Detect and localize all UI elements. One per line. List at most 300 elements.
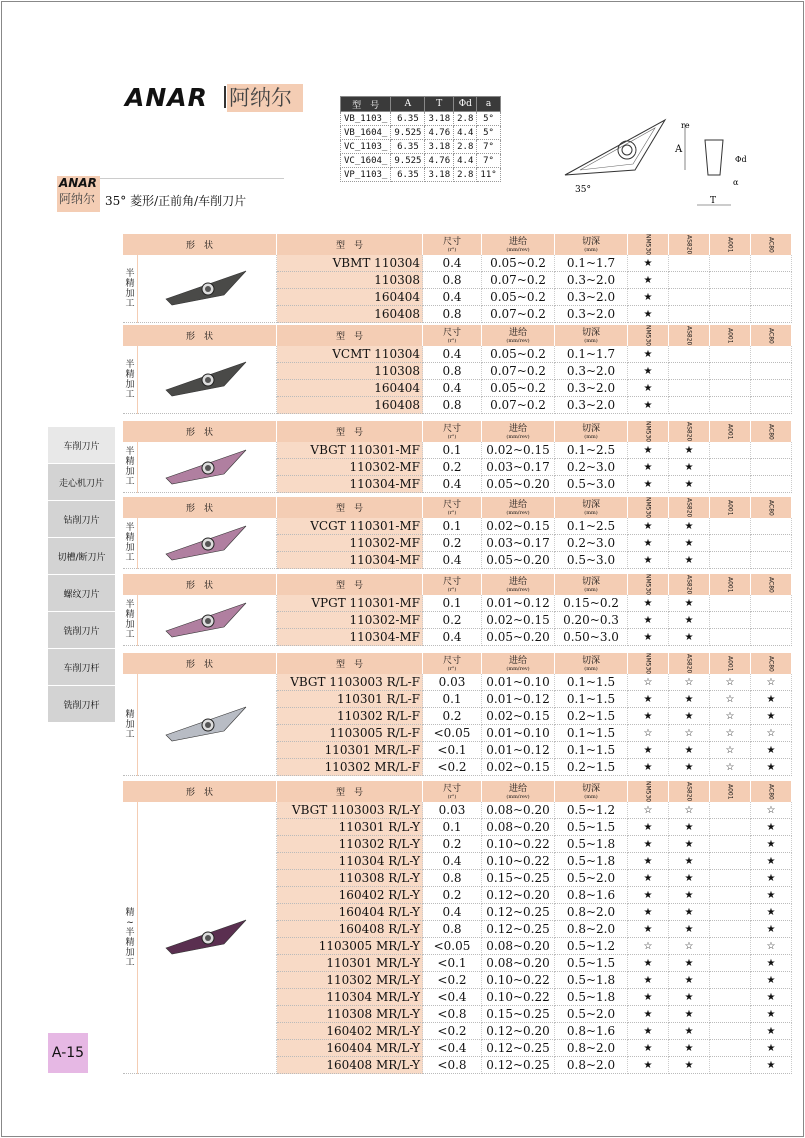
col-grade: A001 xyxy=(710,574,751,595)
feed-range: 0.08~0.20 xyxy=(482,819,555,836)
depth-range: 0.50~3.0 xyxy=(555,629,628,646)
nav-item[interactable]: 切槽/断刀片 xyxy=(48,538,115,575)
corner-radius: 0.4 xyxy=(423,853,482,870)
col-depth-label: 切深 xyxy=(581,576,600,587)
grade-mark: ★ xyxy=(751,759,792,776)
spec-cell: 3.18 xyxy=(425,112,454,126)
col-grade: NM530 xyxy=(628,574,669,595)
grade-mark: ★ xyxy=(628,1040,669,1057)
model-code: 110308 xyxy=(277,272,423,289)
col-size-unit: (r°) xyxy=(447,586,457,593)
grade-mark: ★ xyxy=(628,380,669,397)
logo-separator xyxy=(224,86,226,108)
corner-radius: 0.4 xyxy=(423,380,482,397)
insert-image xyxy=(162,553,252,567)
spec-row xyxy=(341,154,501,168)
col-depth xyxy=(555,325,628,346)
model-code: 110301 MR/L-F xyxy=(277,742,423,759)
corner-radius: <0.05 xyxy=(423,938,482,955)
side-brand-logo: ANAR xyxy=(59,176,97,190)
table-row xyxy=(123,595,792,612)
grade-mark: ★ xyxy=(751,1006,792,1023)
feed-range: 0.01~0.12 xyxy=(482,691,555,708)
grade-mark: ★ xyxy=(628,255,669,272)
feed-range: 0.05~0.20 xyxy=(482,552,555,569)
grade-mark xyxy=(710,442,751,459)
grade-mark: ★ xyxy=(628,870,669,887)
grade-mark: ★ xyxy=(669,595,710,612)
grade-mark xyxy=(710,459,751,476)
grade-mark: ★ xyxy=(628,306,669,323)
corner-radius: <0.2 xyxy=(423,972,482,989)
spec-row xyxy=(341,168,501,182)
col-grade: NM530 xyxy=(628,781,669,802)
col-grade: AC80 xyxy=(751,781,792,802)
col-feed-label: 进给 xyxy=(508,499,527,510)
page-number: A-15 xyxy=(48,1033,88,1073)
grade-mark: ★ xyxy=(628,595,669,612)
grade-mark: ★ xyxy=(669,691,710,708)
nav-item[interactable]: 钻削刀片 xyxy=(48,501,115,538)
grade-mark: ★ xyxy=(669,459,710,476)
col-feed-label: 进给 xyxy=(508,655,527,666)
table-row xyxy=(123,442,792,459)
feed-range: 0.08~0.20 xyxy=(482,938,555,955)
grade-mark: ★ xyxy=(751,742,792,759)
grade-mark: ☆ xyxy=(710,674,751,691)
model-code: VPGT 110301-MF xyxy=(277,595,423,612)
diag-re: re xyxy=(681,121,690,130)
col-depth-label: 切深 xyxy=(581,423,600,434)
grade-mark: ★ xyxy=(751,870,792,887)
depth-range: 0.3~2.0 xyxy=(555,380,628,397)
col-depth-unit: (mm) xyxy=(584,793,598,800)
feed-range: 0.10~0.22 xyxy=(482,836,555,853)
depth-range: 0.5~3.0 xyxy=(555,476,628,493)
col-feed-label: 进给 xyxy=(508,327,527,338)
col-shape: 形 状 xyxy=(123,325,277,346)
feed-range: 0.02~0.15 xyxy=(482,759,555,776)
category-label: 半精加工 xyxy=(123,255,138,323)
col-feed xyxy=(482,574,555,595)
feed-range: 0.12~0.25 xyxy=(482,904,555,921)
nav-item[interactable]: 铣削刀杆 xyxy=(48,686,115,723)
grade-mark: ★ xyxy=(669,819,710,836)
depth-range: 0.1~2.5 xyxy=(555,442,628,459)
category-label: 半精加工 xyxy=(123,595,138,646)
col-size-label: 尺寸 xyxy=(442,655,461,666)
grade-mark: ★ xyxy=(669,904,710,921)
grade-mark: ☆ xyxy=(710,759,751,776)
col-depth-label: 切深 xyxy=(581,655,600,666)
grade-mark: ★ xyxy=(628,535,669,552)
grade-mark: ☆ xyxy=(628,674,669,691)
grade-mark xyxy=(751,535,792,552)
spec-cell: 3.18 xyxy=(425,140,454,154)
col-depth-unit: (mm) xyxy=(584,665,598,672)
grade-mark xyxy=(751,518,792,535)
depth-range: 0.8~1.6 xyxy=(555,887,628,904)
col-depth xyxy=(555,653,628,674)
depth-range: 0.1~1.5 xyxy=(555,674,628,691)
col-size-label: 尺寸 xyxy=(442,576,461,587)
grade-mark xyxy=(751,363,792,380)
model-code: 110302 MR/L-F xyxy=(277,759,423,776)
spec-cell: VB_1604_ xyxy=(341,126,391,140)
grade-mark xyxy=(710,1057,751,1074)
model-code: 160404 MR/L-Y xyxy=(277,1040,423,1057)
col-grade: AS820 xyxy=(669,653,710,674)
col-model: 型 号 xyxy=(277,653,423,674)
depth-range: 0.5~1.8 xyxy=(555,989,628,1006)
grade-mark: ★ xyxy=(628,836,669,853)
nav-item[interactable]: 铣削刀片 xyxy=(48,612,115,649)
feed-range: 0.12~0.20 xyxy=(482,887,555,904)
grade-mark: ★ xyxy=(751,887,792,904)
diag-angle: 35° xyxy=(575,185,591,195)
corner-radius: 0.4 xyxy=(423,255,482,272)
col-grade: NM530 xyxy=(628,421,669,442)
grade-mark xyxy=(751,595,792,612)
grade-mark xyxy=(710,363,751,380)
col-grade: NM530 xyxy=(628,234,669,255)
col-model: 型 号 xyxy=(277,497,423,518)
grade-mark xyxy=(710,989,751,1006)
grade-mark: ☆ xyxy=(710,725,751,742)
grade-mark: ★ xyxy=(669,1023,710,1040)
insert-cell xyxy=(138,518,277,569)
grade-mark: ★ xyxy=(751,1023,792,1040)
nav-item[interactable]: 走心机刀片 xyxy=(48,464,115,501)
grade-mark xyxy=(669,306,710,323)
grade-mark: ★ xyxy=(628,629,669,646)
model-code: 160402 MR/L-Y xyxy=(277,1023,423,1040)
spec-header: A xyxy=(391,97,425,112)
grade-mark xyxy=(710,306,751,323)
insert-cell xyxy=(138,255,277,323)
grade-mark: ★ xyxy=(751,836,792,853)
spec-cell: 7° xyxy=(477,140,500,154)
spec-cell: 6.35 xyxy=(391,112,425,126)
model-code: 160404 xyxy=(277,380,423,397)
grade-mark xyxy=(710,819,751,836)
grade-mark: ★ xyxy=(751,1057,792,1074)
table-row xyxy=(123,802,792,819)
grade-mark: ★ xyxy=(669,552,710,569)
col-grade: A001 xyxy=(710,497,751,518)
feed-range: 0.01~0.10 xyxy=(482,725,555,742)
depth-range: 0.3~2.0 xyxy=(555,289,628,306)
spec-cell: 5° xyxy=(477,112,500,126)
category-label: 半精加工 xyxy=(123,346,138,414)
grade-mark: ★ xyxy=(628,346,669,363)
grade-mark: ★ xyxy=(628,518,669,535)
grade-mark xyxy=(751,272,792,289)
depth-range: 0.3~2.0 xyxy=(555,306,628,323)
depth-range: 0.3~2.0 xyxy=(555,363,628,380)
grade-mark: ★ xyxy=(669,442,710,459)
depth-range: 0.5~1.2 xyxy=(555,802,628,819)
corner-radius: <0.2 xyxy=(423,759,482,776)
spec-table xyxy=(340,96,501,182)
col-depth-label: 切深 xyxy=(581,236,600,247)
col-feed xyxy=(482,497,555,518)
col-size xyxy=(423,497,482,518)
table-row xyxy=(123,674,792,691)
diag-d: Φd xyxy=(735,155,747,164)
insert-cell xyxy=(138,802,277,1074)
corner-radius: 0.1 xyxy=(423,691,482,708)
insert-image xyxy=(162,389,252,403)
grade-mark xyxy=(751,397,792,414)
grade-mark: ★ xyxy=(628,459,669,476)
grade-mark: ★ xyxy=(669,955,710,972)
grade-mark xyxy=(710,346,751,363)
grade-mark: ★ xyxy=(669,1040,710,1057)
depth-range: 0.1~1.5 xyxy=(555,691,628,708)
feed-range: 0.12~0.25 xyxy=(482,1040,555,1057)
col-feed-label: 进给 xyxy=(508,783,527,794)
model-code: 110308 R/L-Y xyxy=(277,870,423,887)
grade-mark: ★ xyxy=(669,708,710,725)
grade-mark xyxy=(710,476,751,493)
spec-header: a xyxy=(477,97,500,112)
col-shape: 形 状 xyxy=(123,574,277,595)
section-title: 35° 菱形/正前角/车削刀片 xyxy=(105,194,247,208)
corner-radius: <0.8 xyxy=(423,1057,482,1074)
insert-cell xyxy=(138,442,277,493)
model-code: 1103005 MR/L-Y xyxy=(277,938,423,955)
grade-mark: ☆ xyxy=(669,938,710,955)
col-shape: 形 状 xyxy=(123,497,277,518)
col-grade: AC80 xyxy=(751,574,792,595)
feed-range: 0.08~0.20 xyxy=(482,955,555,972)
model-code: 110302-MF xyxy=(277,612,423,629)
spec-row xyxy=(341,126,501,140)
grade-mark xyxy=(710,255,751,272)
grade-mark: ★ xyxy=(628,904,669,921)
depth-range: 0.2~1.5 xyxy=(555,759,628,776)
insert-image xyxy=(162,734,252,748)
feed-range: 0.15~0.25 xyxy=(482,870,555,887)
depth-range: 0.5~1.8 xyxy=(555,853,628,870)
col-grade: AC80 xyxy=(751,234,792,255)
col-feed-unit: (mm/rev) xyxy=(506,433,530,440)
col-feed xyxy=(482,653,555,674)
grade-mark xyxy=(710,836,751,853)
depth-range: 0.2~3.0 xyxy=(555,535,628,552)
grade-mark: ★ xyxy=(669,972,710,989)
grade-mark: ☆ xyxy=(669,802,710,819)
col-grade: AS820 xyxy=(669,325,710,346)
insert-cell xyxy=(138,595,277,646)
corner-radius: <0.05 xyxy=(423,725,482,742)
grade-mark xyxy=(710,921,751,938)
model-code: 110304-MF xyxy=(277,552,423,569)
grade-mark: ★ xyxy=(628,612,669,629)
spec-header: T xyxy=(425,97,454,112)
depth-range: 0.1~1.5 xyxy=(555,742,628,759)
grade-mark: ★ xyxy=(751,972,792,989)
grade-mark: ★ xyxy=(669,853,710,870)
grade-mark: ★ xyxy=(628,742,669,759)
grade-mark xyxy=(669,272,710,289)
nav-item[interactable]: 车削刀片 xyxy=(48,427,115,464)
feed-range: 0.07~0.2 xyxy=(482,272,555,289)
spec-header: Φd xyxy=(454,97,477,112)
grade-mark: ★ xyxy=(751,819,792,836)
grade-mark xyxy=(669,289,710,306)
spec-cell: 9.525 xyxy=(391,154,425,168)
col-depth-unit: (mm) xyxy=(584,246,598,253)
col-depth-unit: (mm) xyxy=(584,433,598,440)
model-code: 160408 xyxy=(277,397,423,414)
model-code: 110301 MR/L-Y xyxy=(277,955,423,972)
insert-image xyxy=(162,298,252,312)
nav-item[interactable]: 车削刀杆 xyxy=(48,649,115,686)
grade-mark xyxy=(710,870,751,887)
feed-range: 0.05~0.20 xyxy=(482,476,555,493)
grade-mark: ★ xyxy=(628,1006,669,1023)
corner-radius: 0.2 xyxy=(423,887,482,904)
grade-mark: ★ xyxy=(628,272,669,289)
grade-mark xyxy=(710,612,751,629)
corner-radius: 0.8 xyxy=(423,870,482,887)
insert-image xyxy=(162,477,252,491)
feed-range: 0.10~0.22 xyxy=(482,853,555,870)
model-code: 110304 MR/L-Y xyxy=(277,989,423,1006)
grade-mark: ★ xyxy=(628,691,669,708)
spec-cell: 2.8 xyxy=(454,168,477,182)
grade-mark: ★ xyxy=(628,853,669,870)
col-size xyxy=(423,234,482,255)
depth-range: 0.5~1.5 xyxy=(555,955,628,972)
product-table xyxy=(123,325,792,414)
col-depth xyxy=(555,781,628,802)
model-code: 110302-MF xyxy=(277,535,423,552)
col-grade: AS820 xyxy=(669,234,710,255)
grade-mark: ★ xyxy=(628,955,669,972)
feed-range: 0.05~0.2 xyxy=(482,346,555,363)
insert-diagram xyxy=(555,100,775,215)
model-code: 110301 R/L-Y xyxy=(277,819,423,836)
corner-radius: <0.4 xyxy=(423,989,482,1006)
grade-mark xyxy=(751,442,792,459)
col-grade: AS820 xyxy=(669,781,710,802)
col-size-label: 尺寸 xyxy=(442,327,461,338)
grade-mark: ★ xyxy=(628,363,669,380)
grade-mark xyxy=(710,629,751,646)
grade-mark xyxy=(669,255,710,272)
grade-mark: ★ xyxy=(628,442,669,459)
spec-row xyxy=(341,112,501,126)
grade-mark: ★ xyxy=(751,853,792,870)
spec-cell: 4.4 xyxy=(454,154,477,168)
product-table xyxy=(123,574,792,646)
col-model: 型 号 xyxy=(277,234,423,255)
corner-radius: 0.2 xyxy=(423,535,482,552)
col-depth xyxy=(555,574,628,595)
depth-range: 0.8~1.6 xyxy=(555,1023,628,1040)
corner-radius: 0.1 xyxy=(423,819,482,836)
grade-mark: ★ xyxy=(669,921,710,938)
spec-cell: VB_1103_ xyxy=(341,112,391,126)
corner-radius: 0.8 xyxy=(423,272,482,289)
grade-mark: ☆ xyxy=(751,802,792,819)
depth-range: 0.2~3.0 xyxy=(555,459,628,476)
depth-range: 0.5~3.0 xyxy=(555,552,628,569)
feed-range: 0.07~0.2 xyxy=(482,306,555,323)
grade-mark xyxy=(710,1023,751,1040)
grade-mark: ☆ xyxy=(751,674,792,691)
depth-range: 0.3~2.0 xyxy=(555,397,628,414)
grade-mark xyxy=(751,255,792,272)
grade-mark xyxy=(710,518,751,535)
depth-range: 0.5~2.0 xyxy=(555,870,628,887)
grade-mark xyxy=(751,459,792,476)
col-model: 型 号 xyxy=(277,574,423,595)
grade-mark: ★ xyxy=(751,955,792,972)
col-grade: AS820 xyxy=(669,497,710,518)
depth-range: 0.8~2.0 xyxy=(555,904,628,921)
col-size-unit: (r°) xyxy=(447,665,457,672)
grade-mark xyxy=(669,363,710,380)
col-grade: AS820 xyxy=(669,574,710,595)
depth-range: 0.1~1.5 xyxy=(555,725,628,742)
grade-mark: ★ xyxy=(669,629,710,646)
grade-mark: ★ xyxy=(751,904,792,921)
corner-radius: 0.2 xyxy=(423,612,482,629)
category-label: 精加工 xyxy=(123,674,138,776)
col-size-unit: (r°) xyxy=(447,246,457,253)
grade-mark: ☆ xyxy=(669,725,710,742)
feed-range: 0.02~0.15 xyxy=(482,612,555,629)
model-code: 110302 R/L-Y xyxy=(277,836,423,853)
grade-mark xyxy=(751,289,792,306)
grade-mark: ★ xyxy=(669,476,710,493)
grade-mark: ☆ xyxy=(751,725,792,742)
corner-radius: 0.1 xyxy=(423,595,482,612)
feed-range: 0.03~0.17 xyxy=(482,535,555,552)
grade-mark: ★ xyxy=(628,1057,669,1074)
col-feed-unit: (mm/rev) xyxy=(506,246,530,253)
grade-mark: ☆ xyxy=(628,725,669,742)
col-grade: A001 xyxy=(710,325,751,346)
depth-range: 0.3~2.0 xyxy=(555,272,628,289)
feed-range: 0.10~0.22 xyxy=(482,989,555,1006)
product-table xyxy=(123,781,792,1074)
depth-range: 0.1~2.5 xyxy=(555,518,628,535)
nav-item[interactable]: 螺纹刀片 xyxy=(48,575,115,612)
spec-cell: 4.76 xyxy=(425,126,454,140)
spec-header: 型 号 xyxy=(341,97,391,112)
spec-cell: 7° xyxy=(477,154,500,168)
grade-mark: ★ xyxy=(669,535,710,552)
product-table xyxy=(123,497,792,569)
feed-range: 0.12~0.25 xyxy=(482,1057,555,1074)
col-depth xyxy=(555,234,628,255)
depth-range: 0.8~2.0 xyxy=(555,1057,628,1074)
model-code: VBGT 110301-MF xyxy=(277,442,423,459)
col-feed-unit: (mm/rev) xyxy=(506,586,530,593)
grade-mark: ★ xyxy=(628,397,669,414)
grade-mark xyxy=(751,552,792,569)
col-feed-label: 进给 xyxy=(508,423,527,434)
col-size-label: 尺寸 xyxy=(442,499,461,510)
model-code: 110304 R/L-Y xyxy=(277,853,423,870)
col-size-label: 尺寸 xyxy=(442,236,461,247)
col-grade: A001 xyxy=(710,781,751,802)
